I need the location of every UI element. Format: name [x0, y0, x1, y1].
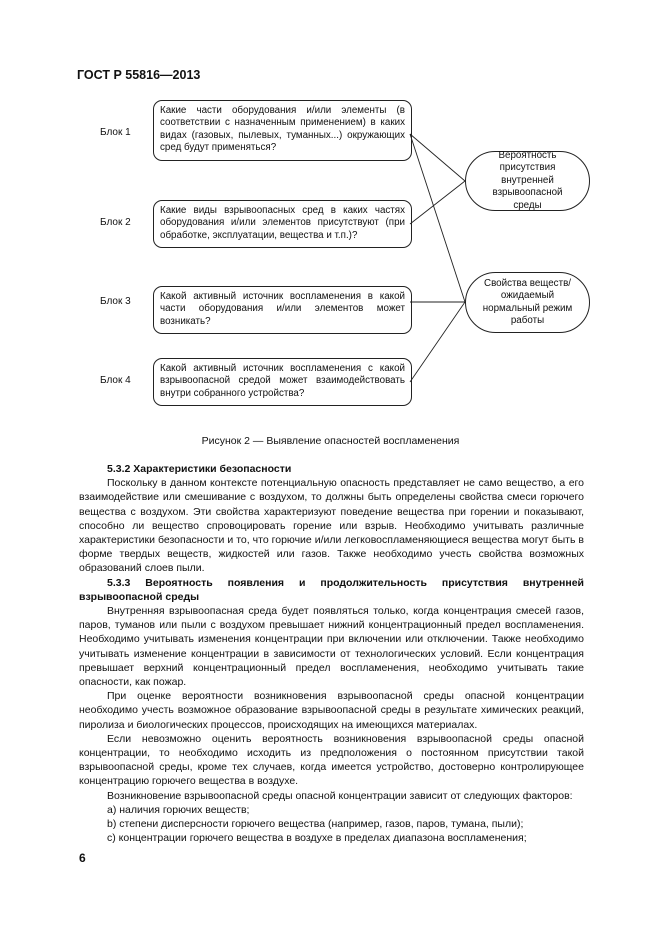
section-5-3-3-paragraph-4: Возникновение взрывоопасной среды опасной концентрации зависит от следующих факторов:	[107, 789, 573, 802]
block-3-label: Блок 3	[100, 296, 131, 307]
page-number: 6	[79, 851, 86, 865]
section-5-3-3-heading: 5.3.3 Вероятность появления и продолжительность присутствия внутренней	[107, 576, 584, 589]
list-item: b) степени дисперсности горючего вещества (например, газов, паров, тумана, пыли);	[107, 818, 524, 831]
block-4-label: Блок 4	[100, 375, 131, 386]
section-5-3-3-paragraph-3: Если невозможно оценить вероятность возникновения взрывоопасной среды опасной концентрации, то необходимо исходить из предположения о постоянном присутствии такой взрывоопасной среды, кроме тех случаев, когда имеется устройство, достоверно контролирующее концентрацию горючего вещества в воздухе.	[79, 732, 584, 788]
body-text	[79, 462, 584, 845]
figure-diagram	[0, 0, 661, 430]
section-5-3-3-paragraph-1: Внутренняя взрывоопасная среда будет появляться только, когда концентрация смесей газов, паров, туманов или пыли с воздухом превышает нижний концентрационный предел воспламенения. Необходимо учитывать изменения концентрации при включении или отключении. Также необходимо учитывать изменение концентрации в зависимости от технологических условий. Если концентрация превышает верхний концентрационный предел воспламенения, необходимо учитывать такие опасности, как пожар.	[79, 605, 584, 689]
block-2-label: Блок 2	[100, 217, 131, 228]
block-1-label: Блок 1	[100, 127, 131, 138]
block-1-question: Какие части оборудования и/или элементы (в соответствии с назначенным применением) в каких видах (газовых, пылевых, туманных...) окружающих сред будут применяться?	[153, 100, 412, 161]
figure-caption: Рисунок 2 — Выявление опасностей воспламенения	[201, 435, 460, 447]
list-item: a) наличия горючих веществ;	[107, 803, 250, 816]
outcome-properties-text: Свойства веществ/ожидаемый нормальный режим работы	[482, 277, 573, 326]
list-item: c) концентрации горючего вещества в воздухе в пределах диапазона воспламенения;	[107, 832, 527, 845]
outcome-probability-oval	[465, 151, 590, 211]
section-5-3-2-heading: 5.3.2 Характеристики безопасности	[107, 463, 292, 475]
section-5-3-3-heading-cont: взрывоопасной среды	[79, 590, 200, 603]
section-5-3-3-paragraph-2: При оценке вероятности возникновения взрывоопасной среды опасной концентрации необходимо учесть возможное образование взрывоопасной среды в результате химических реакций, пиролиза и биологических процессов, происходящих на имеющихся материалах.	[79, 690, 584, 731]
document-header: ГОСТ Р 55816—2013	[77, 68, 201, 82]
block-2-question: Какие виды взрывоопасных сред в каких частях оборудования и/или элементов присутствуют (при обработке, эксплуатации, вещества и т.п.)?	[153, 200, 412, 248]
section-5-3-2-paragraph: Поскольку в данном контексте потенциальную опасность представляет не само вещество, а его взаимодействие или смешивание с воздухом, то должны быть определены свойства смеси горючего вещества с воздухом. Эти свойства характеризуют поведение вещества при горении и показывают, способно ли вещество спровоцировать горение или взрыв. Необходимо учитывать различные характеристики безопасности и то, что горючие и/или легковоспламеняющиеся вещества могут быть в форме твердых веществ, жидкостей или газов. Также необходимо учесть свойства возможных образований слоев пыли.	[79, 477, 584, 575]
outcome-probability-text: Вероятность присутствия внутренней взрывоопасной среды	[492, 149, 563, 211]
outcome-properties-oval	[465, 272, 590, 333]
block-3-question: Какой активный источник воспламенения в какой части оборудования и/или элементов может возникать?	[153, 286, 412, 334]
block-4-question: Какой активный источник воспламенения с какой взрывоопасной средой может взаимодействовать внутри собранного устройства?	[153, 358, 412, 406]
